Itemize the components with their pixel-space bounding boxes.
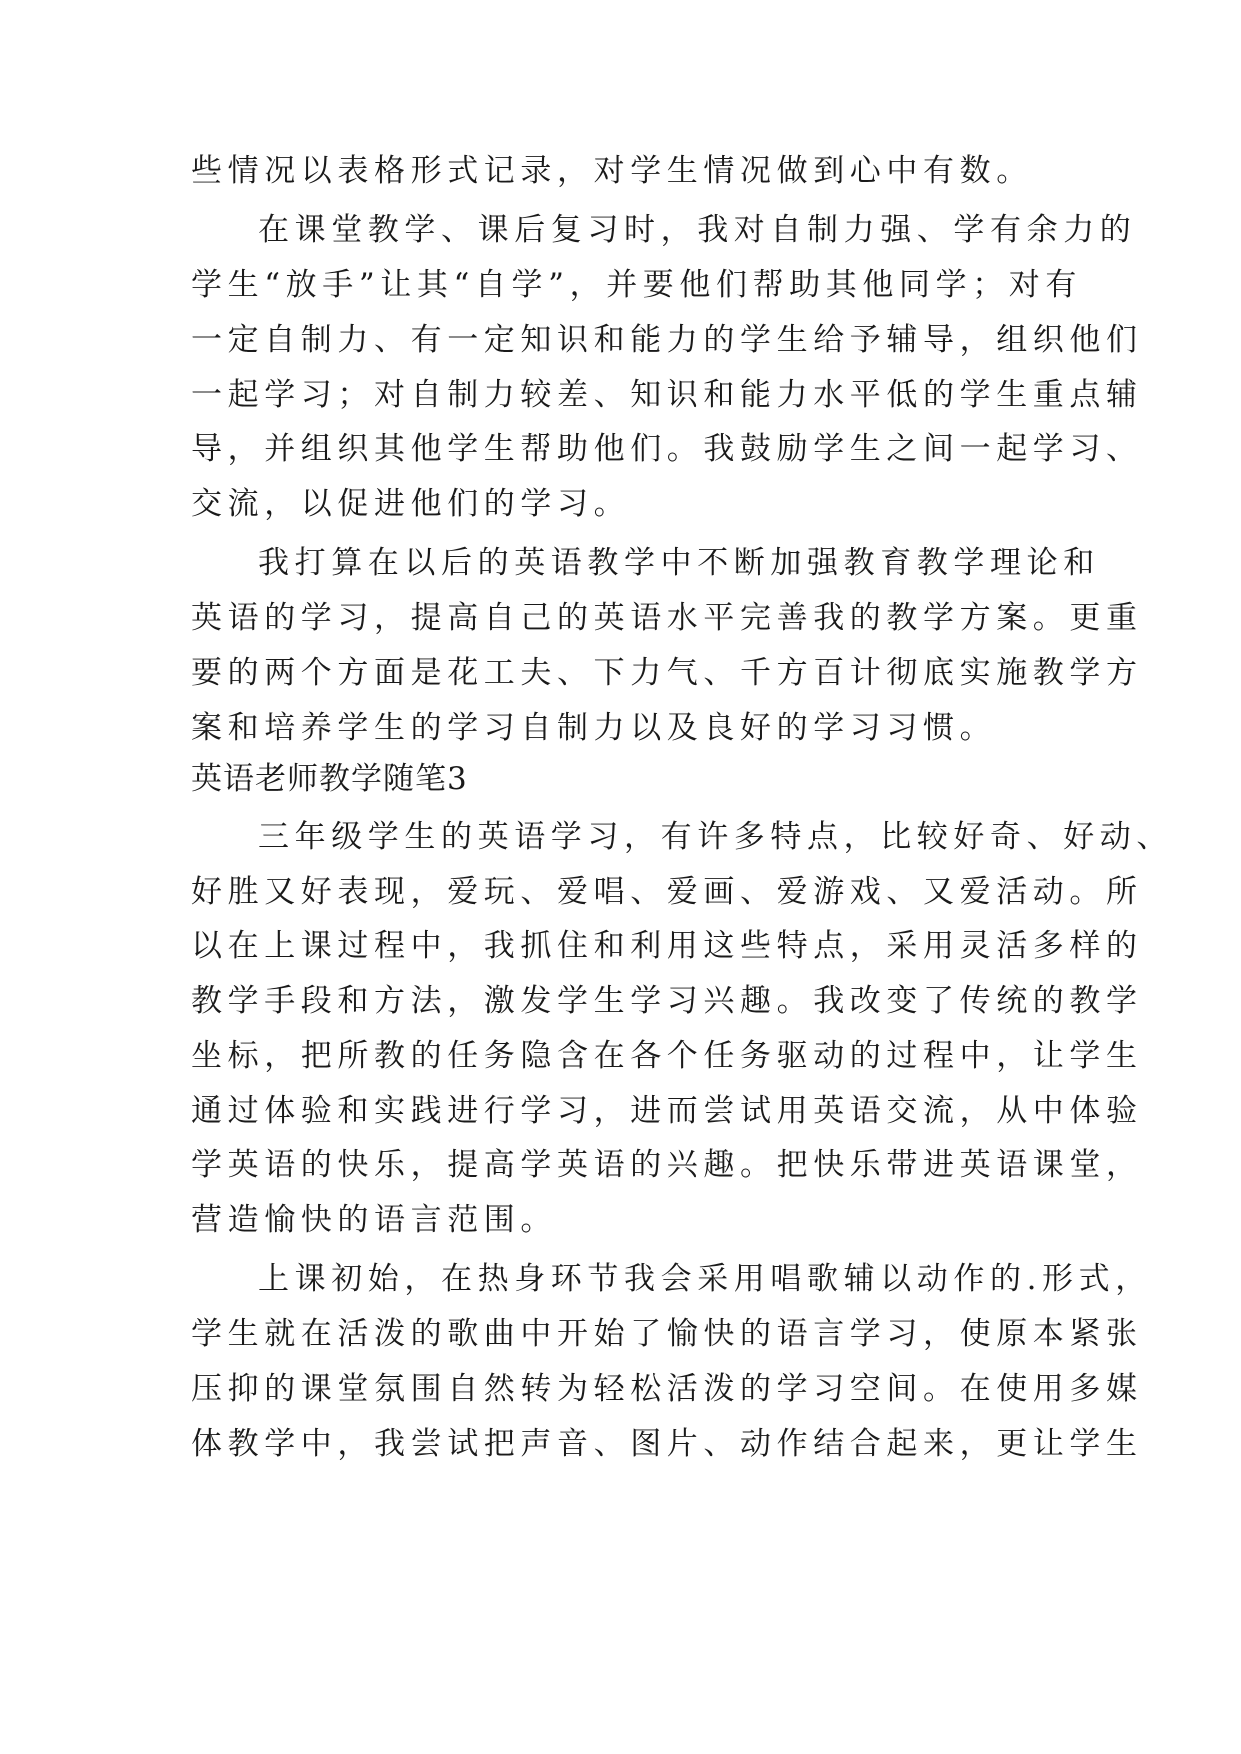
text-line: 体教学中，我尝试把声音、图片、动作结合起来，更让学生	[191, 1426, 1143, 1462]
text-line: 案和培养学生的学习自制力以及良好的学习习惯。	[191, 710, 997, 746]
text-line: 学生就在活泼的歌曲中开始了愉快的语言学习，使原本紧张	[191, 1316, 1143, 1352]
text-line: 交流，以促进他们的学习。	[191, 486, 631, 522]
section-heading: 英语老师教学随笔3	[191, 761, 468, 797]
text-line: 导，并组织其他学生帮助他们。我鼓励学生之间一起学习、	[191, 431, 1143, 467]
text-line: 通过体验和实践进行学习，进而尝试用英语交流，从中体验	[191, 1093, 1143, 1129]
text-line: 英语的学习，提高自己的英语水平完善我的教学方案。更重	[191, 600, 1143, 636]
text-line: 些情况以表格形式记录，对学生情况做到心中有数。	[191, 153, 1033, 189]
text-line: 学生“放手”让其“自学”，并要他们帮助其他同学；对有	[191, 267, 1082, 303]
text-line: 营造愉快的语言范围。	[191, 1202, 557, 1238]
text-line: 压抑的课堂氛围自然转为轻松活泼的学习空间。在使用多媒	[191, 1371, 1143, 1407]
text-line: 以在上课过程中，我抓住和利用这些特点，采用灵活多样的	[191, 928, 1143, 964]
text-line: 学英语的快乐，提高学英语的兴趣。把快乐带进英语课堂，	[191, 1147, 1143, 1183]
text-line: 坐标，把所教的任务隐含在各个任务驱动的过程中，让学生	[191, 1038, 1143, 1074]
paragraph-first-line: 上课初始，在热身环节我会采用唱歌辅以动作的.形式，	[258, 1261, 1152, 1297]
paragraph-first-line: 在课堂教学、课后复习时，我对自制力强、学有余力的	[258, 212, 1137, 248]
paragraph-first-line: 三年级学生的英语学习，有许多特点，比较好奇、好动、	[258, 819, 1173, 855]
text-line: 一定自制力、有一定知识和能力的学生给予辅导，组织他们	[191, 322, 1143, 358]
text-line: 教学手段和方法，激发学生学习兴趣。我改变了传统的教学	[191, 983, 1143, 1019]
text-line: 好胜又好表现，爱玩、爱唱、爱画、爱游戏、又爱活动。所	[191, 874, 1143, 910]
paragraph-first-line: 我打算在以后的英语教学中不断加强教育教学理论和	[258, 545, 1100, 581]
text-line: 一起学习；对自制力较差、知识和能力水平低的学生重点辅	[191, 377, 1143, 413]
text-line: 要的两个方面是花工夫、下力气、千方百计彻底实施教学方	[191, 655, 1143, 691]
